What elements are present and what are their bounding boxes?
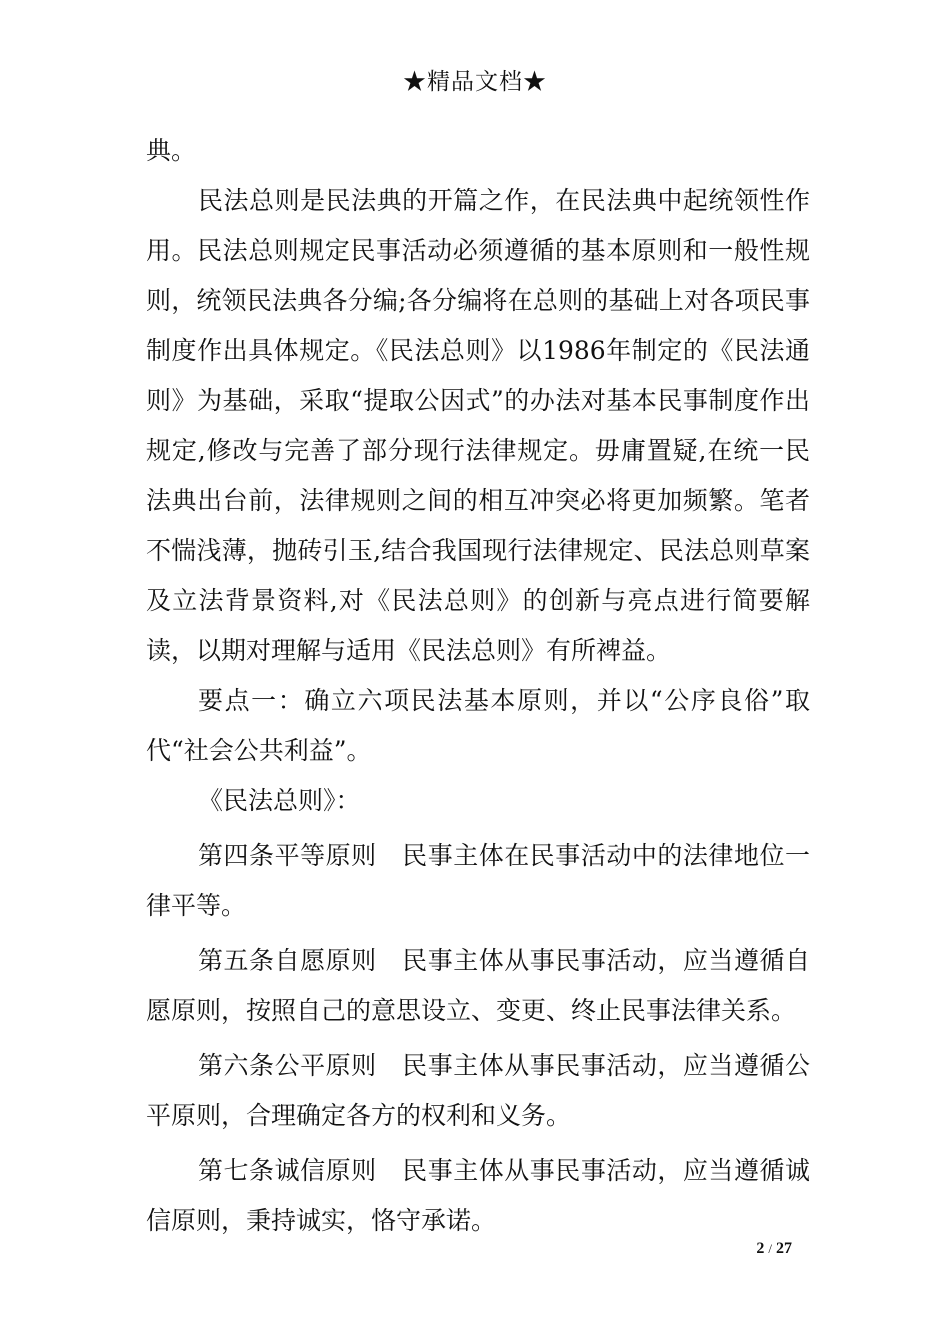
paragraph-article-6: 第六条公平原则 民事主体从事民事活动，应当遵循公平原则，合理确定各方的权利和义务。 [146,1051,810,1130]
paragraph-article-4: 第四条平等原则 民事主体在民事活动中的法律地位一律平等。 [146,841,810,920]
document-body [146,126,810,1246]
paragraph-continuation: 典。 [146,136,197,165]
paragraph-article-7: 第七条诚信原则 民事主体从事民事活动，应当遵循诚信原则，秉持诚实，恪守承诺。 [146,1156,810,1235]
paragraph-intro: 民法总则是民法典的开篇之作，在民法典中起统领性作用。民法总则规定民事活动必须遵循的基本原则和一般性规则，统领民法典各分编;各分编将在总则的基础上对各项民事制度作出具体规定。《民法总则》以1986年制定的《民法通则》为基础，采取“提取公因式”的办法对基本民事制度作出规定,修改与完善了部分现行法律规定。毋庸置疑,在统一民法典出台前，法律规则之间的相互冲突必将更加频繁。笔者不惴浅薄，抛砖引玉,结合我国现行法律规定、民法总则草案及立法背景资料,对《民法总则》的创新与亮点进行简要解读，以期对理解与适用《民法总则》有所裨益。 [146,186,810,665]
page-separator: / [768,1241,772,1256]
paragraph-key-point-one: 要点一：确立六项民法基本原则，并以“公序良俗”取代“社会公共利益”。 [146,686,810,765]
paragraph-law-title: 《民法总则》： [198,786,361,815]
page-number [756,1240,792,1258]
paragraph-article-5: 第五条自愿原则 民事主体从事民事活动，应当遵循自愿原则，按照自己的意思设立、变更、终止民事法律关系。 [146,946,810,1025]
document-header-title: ★精品文档★ [403,69,547,95]
page-total: 27 [776,1240,792,1257]
page-current: 2 [756,1240,765,1257]
